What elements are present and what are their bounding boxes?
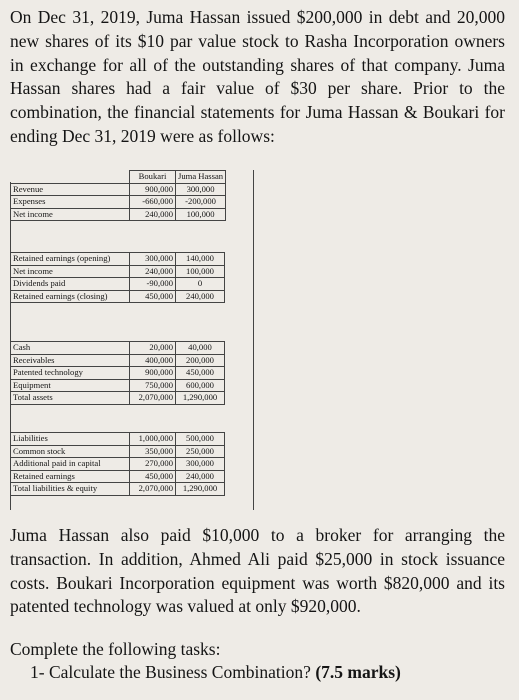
table-row bbox=[11, 253, 225, 266]
table-row bbox=[11, 354, 225, 367]
row-label: Net income bbox=[11, 265, 130, 278]
juma-value: 500,000 bbox=[176, 433, 225, 446]
row-label: Patented technology bbox=[11, 367, 130, 380]
juma-value: 200,000 bbox=[176, 354, 225, 367]
retained-earnings-table bbox=[10, 252, 225, 303]
boukari-value: -90,000 bbox=[130, 278, 176, 291]
boukari-value: 900,000 bbox=[130, 183, 176, 196]
juma-value: 450,000 bbox=[176, 367, 225, 380]
boukari-value: 300,000 bbox=[130, 253, 176, 266]
assets-table bbox=[10, 341, 225, 405]
boukari-value: 400,000 bbox=[130, 354, 176, 367]
table-row bbox=[11, 342, 225, 355]
column-header-boukari: Boukari bbox=[130, 171, 176, 184]
table-row bbox=[11, 196, 226, 209]
table-row bbox=[11, 470, 225, 483]
intro-paragraph: On Dec 31, 2019, Juma Hassan issued $200,000 in debt and 20,000 new shares of its $10 par value stock to Rasha Incorporation owners in exchange for all of the outstanding shares of that company. Juma Hassan shares had a fair value of $30 per share. Prior to the combination, the financial statements for Juma Hassan & Boukari for ending Dec 31, 2019 were as follows: bbox=[10, 7, 505, 146]
boukari-value: 240,000 bbox=[130, 208, 176, 221]
table-row bbox=[11, 265, 225, 278]
task-1-text: 1- Calculate the Business Combination? bbox=[30, 662, 316, 682]
row-label: Liabilities bbox=[11, 433, 130, 446]
table-row bbox=[11, 392, 225, 405]
row-label: Cash bbox=[11, 342, 130, 355]
task-item-1 bbox=[30, 661, 401, 685]
row-label: Common stock bbox=[11, 445, 130, 458]
juma-value: 300,000 bbox=[176, 458, 225, 471]
boukari-value: 2,070,000 bbox=[130, 483, 176, 496]
table-row bbox=[11, 290, 225, 303]
row-label: Receivables bbox=[11, 354, 130, 367]
header-blank bbox=[11, 171, 130, 184]
boukari-value: 450,000 bbox=[130, 290, 176, 303]
row-label: Retained earnings bbox=[11, 470, 130, 483]
row-label: Revenue bbox=[11, 183, 130, 196]
liabilities-equity-table bbox=[10, 432, 225, 496]
table-row bbox=[11, 379, 225, 392]
row-label: Additional paid in capital bbox=[11, 458, 130, 471]
row-label: Expenses bbox=[11, 196, 130, 209]
tasks-heading: Complete the following tasks: bbox=[10, 639, 221, 659]
boukari-value: 1,000,000 bbox=[130, 433, 176, 446]
row-label: Equipment bbox=[11, 379, 130, 392]
table-row bbox=[11, 483, 225, 496]
table-row bbox=[11, 445, 225, 458]
table-row bbox=[11, 458, 225, 471]
row-label: Retained earnings (closing) bbox=[11, 290, 130, 303]
table-row bbox=[11, 208, 226, 221]
boukari-value: 350,000 bbox=[130, 445, 176, 458]
boukari-value: 270,000 bbox=[130, 458, 176, 471]
juma-value: 100,000 bbox=[176, 208, 226, 221]
row-label: Total assets bbox=[11, 392, 130, 405]
income-table bbox=[10, 170, 226, 221]
juma-value: -200,000 bbox=[176, 196, 226, 209]
table-frame-right bbox=[253, 170, 254, 510]
boukari-value: 20,000 bbox=[130, 342, 176, 355]
boukari-value: 750,000 bbox=[130, 379, 176, 392]
boukari-value: 900,000 bbox=[130, 367, 176, 380]
juma-value: 240,000 bbox=[176, 290, 225, 303]
table-row bbox=[11, 433, 225, 446]
column-header-juma: Juma Hassan bbox=[176, 171, 226, 184]
boukari-value: 240,000 bbox=[130, 265, 176, 278]
outro-paragraph: Juma Hassan also paid $10,000 to a broker for arranging the transaction. In addition, Ahmed Ali paid $25,000 in stock issuance costs. Boukari Incorporation equipment was worth $820,000 and its patented technology was valued at only $920,000. bbox=[10, 525, 505, 617]
task-1-marks: (7.5 marks) bbox=[315, 662, 401, 682]
boukari-value: 2,070,000 bbox=[130, 392, 176, 405]
juma-value: 0 bbox=[176, 278, 225, 291]
juma-value: 1,290,000 bbox=[176, 483, 225, 496]
table-row bbox=[11, 183, 226, 196]
row-label: Dividends paid bbox=[11, 278, 130, 291]
juma-value: 600,000 bbox=[176, 379, 225, 392]
juma-value: 140,000 bbox=[176, 253, 225, 266]
row-label: Total liabilities & equity bbox=[11, 483, 130, 496]
juma-value: 250,000 bbox=[176, 445, 225, 458]
boukari-value: 450,000 bbox=[130, 470, 176, 483]
table-row bbox=[11, 278, 225, 291]
juma-value: 240,000 bbox=[176, 470, 225, 483]
juma-value: 40,000 bbox=[176, 342, 225, 355]
header-row bbox=[11, 171, 226, 184]
juma-value: 300,000 bbox=[176, 183, 226, 196]
table-row bbox=[11, 367, 225, 380]
juma-value: 1,290,000 bbox=[176, 392, 225, 405]
row-label: Retained earnings (opening) bbox=[11, 253, 130, 266]
row-label: Net income bbox=[11, 208, 130, 221]
juma-value: 100,000 bbox=[176, 265, 225, 278]
table-frame-left bbox=[10, 182, 11, 510]
boukari-value: -660,000 bbox=[130, 196, 176, 209]
